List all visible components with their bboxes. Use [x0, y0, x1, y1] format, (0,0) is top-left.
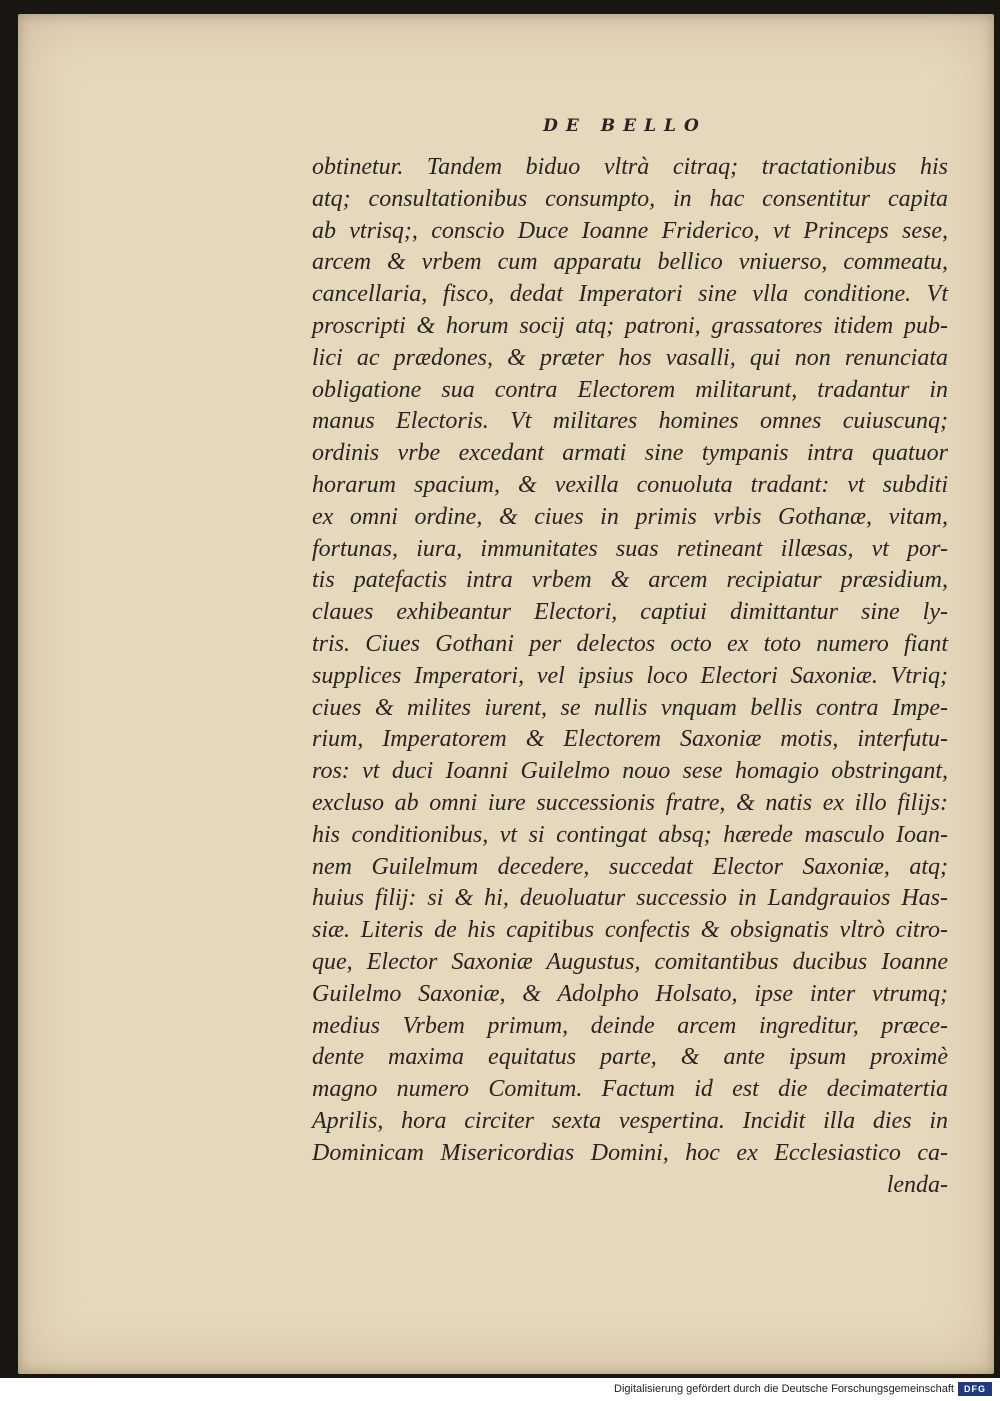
text-line: nem Guilelmum decedere, succedat Elector Saxoniæ, atq;	[312, 853, 948, 880]
text-line: ros: vt duci Ioanni Guilelmo nouo sese homagio obstringant,	[312, 758, 948, 785]
footer-credit: Digitalisierung gefördert durch die Deutsche Forschungsgemeinschaft	[614, 1383, 954, 1395]
text-line: ciues & milites iurent, se nullis vnquam bellis contra Impe-	[312, 694, 948, 721]
text-line: Guilelmo Saxoniæ, & Adolpho Holsato, ipse inter vtrumq;	[312, 980, 948, 1007]
text-line: tis patefactis intra vrbem & arcem recipiatur præsidium,	[312, 567, 948, 594]
text-line: manus Electoris. Vt militares homines omnes cuiuscunq;	[312, 408, 948, 435]
text-line: magno numero Comitum. Factum id est die decimatertia	[312, 1076, 948, 1103]
text-line: ab vtrisq;, conscio Duce Ioanne Friderico, vt Princeps sese,	[312, 217, 948, 244]
catchword: lenda-	[886, 1171, 948, 1198]
text-line: fortunas, iura, immunitates suas retineant illæsas, vt por-	[312, 535, 948, 562]
text-line: rium, Imperatorem & Electorem Saxoniæ motis, interfutu-	[312, 726, 948, 753]
text-line: ordinis vrbe excedant armati sine tympanis intra quatuor	[312, 440, 948, 467]
text-line: horarum spacium, & vexilla conuoluta tradant: vt subditi	[312, 471, 948, 498]
text-line: atq; consultationibus consumpto, in hac consentitur capita	[312, 185, 948, 212]
text-line: huius filij: si & hi, deuoluatur successio in Landgrauios Has-	[312, 885, 948, 912]
text-line: que, Elector Saxoniæ Augustus, comitantibus ducibus Ioanne	[312, 948, 948, 975]
text-line: Dominicam Misericordias Domini, hoc ex Ecclesiastico ca-	[312, 1139, 948, 1166]
text-line: Aprilis, hora circiter sexta vespertina. Incidit illa dies in	[312, 1107, 948, 1134]
text-line: siæ. Literis de his capitibus confectis & obsignatis vltrò citro-	[312, 917, 948, 944]
text-line: ex omni ordine, & ciues in primis vrbis Gothanæ, vitam,	[312, 503, 948, 530]
text-line: dente maxima equitatus parte, & ante ipsum proximè	[312, 1044, 948, 1071]
text-line: cancellaria, fisco, dedat Imperatori sine vlla conditione. Vt	[312, 281, 948, 308]
text-line: arcem & vrbem cum apparatu bellico vniuerso, commeatu,	[312, 249, 948, 276]
dfg-logo-icon: DFG	[958, 1382, 992, 1396]
text-line: tris. Ciues Gothani per delectos octo ex toto numero fiant	[312, 630, 948, 657]
text-line: medius Vrbem primum, deinde arcem ingreditur, præce-	[312, 1012, 948, 1039]
text-line: his conditionibus, vt si contingat absq; hærede masculo Ioan-	[312, 821, 948, 848]
text-line: proscripti & horum socij atq; patroni, grassatores itidem pub-	[312, 312, 948, 339]
text-line: claues exhibeantur Electori, captiui dimittantur sine ly-	[312, 599, 948, 626]
text-line: obligatione sua contra Electorem militarunt, tradantur in	[312, 376, 948, 403]
text-line: lici ac prædones, & præter hos vasalli, qui non renunciata	[312, 344, 948, 371]
text-line: obtinetur. Tandem biduo vltrà citraq; tractationibus his	[312, 154, 948, 180]
text-line: supplices Imperatori, vel ipsius loco Electori Saxoniæ. Vtriq;	[312, 662, 948, 689]
body-text	[312, 152, 948, 1201]
running-head: DE BELLO	[543, 116, 707, 136]
text-line: excluso ab omni iure successionis fratre, & natis ex illo filijs:	[312, 789, 948, 816]
